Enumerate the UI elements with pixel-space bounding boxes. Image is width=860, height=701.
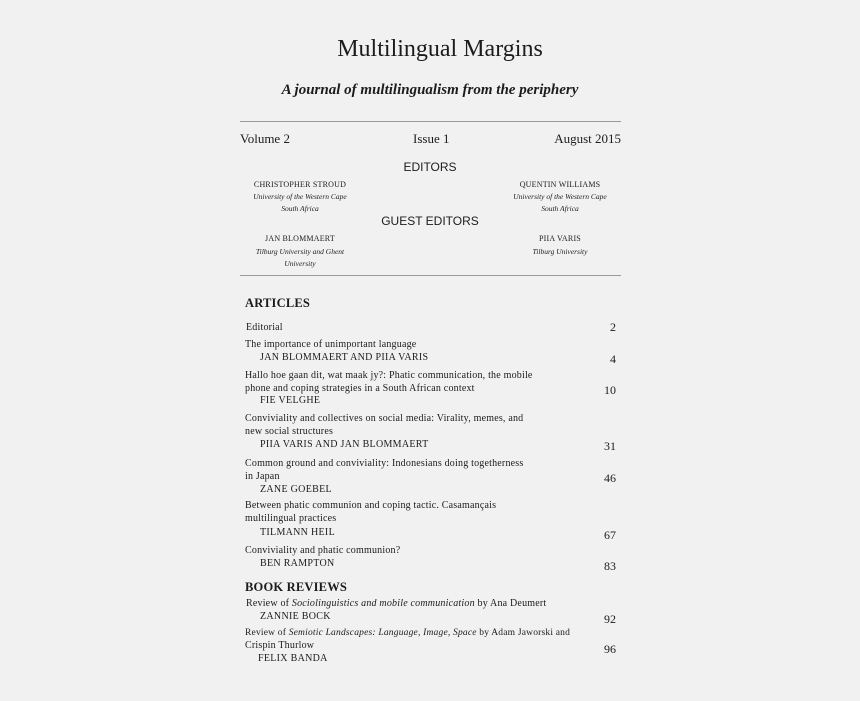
article-author: JAN BLOMMAERT AND PIIA VARIS: [260, 352, 429, 363]
article-author: BEN RAMPTON: [260, 558, 335, 569]
article-author: FIE VELGHE: [260, 395, 321, 406]
header-divider: [240, 121, 621, 122]
page-number: 2: [610, 320, 616, 334]
article-author: PIIA VARIS AND JAN BLOMMAERT: [260, 439, 429, 450]
editor-name: QUENTIN WILLIAMS: [519, 180, 601, 189]
article-title[interactable]: Conviviality and collectives on social media: Virality, memes, and: [245, 413, 524, 424]
editor-affiliation: University of the Western Cape South Africa: [253, 192, 347, 213]
volume-label: Volume 2: [240, 131, 290, 146]
article-title[interactable]: Conviviality and phatic communion?: [245, 545, 401, 556]
article-title[interactable]: in Japan: [245, 471, 280, 482]
page-number: 67: [604, 528, 616, 542]
page-number: 96: [604, 642, 616, 656]
article-author: ZANE GOEBEL: [260, 484, 332, 495]
article-author: TILMANN HEIL: [260, 527, 335, 538]
journal-subtitle: A journal of multilingualism from the periphery: [281, 82, 579, 98]
article-title[interactable]: Between phatic communion and coping tactic. Casamançais: [245, 500, 497, 511]
guest-editors-heading: GUEST EDITORS: [381, 214, 479, 228]
article-title[interactable]: Hallo hoe gaan dit, wat maak jy?: Phatic communication, the mobile: [245, 370, 533, 381]
page-number: 83: [604, 559, 616, 573]
page-number: 10: [604, 383, 616, 397]
editor-affiliation: University of the Western Cape South Africa: [513, 192, 607, 213]
guest-editor-affiliation: Tilburg University: [532, 247, 588, 256]
page-number: 31: [604, 439, 616, 453]
article-title[interactable]: multilingual practices: [245, 513, 337, 524]
editors-heading: EDITORS: [403, 160, 457, 174]
page-number: 92: [604, 612, 616, 626]
page-number: 46: [604, 471, 616, 485]
article-title[interactable]: The importance of unimportant language: [245, 339, 417, 350]
book-reviews-heading: BOOK REVIEWS: [245, 580, 348, 594]
articles-heading: ARTICLES: [245, 296, 311, 310]
review-title[interactable]: Review of Semiotic Landscapes: Language, Image, Space by Adam Jaworski and: [245, 628, 571, 638]
article-title[interactable]: phone and coping strategies in a South African context: [245, 383, 475, 394]
editors-divider: [240, 275, 621, 276]
article-title[interactable]: Editorial: [246, 322, 283, 333]
article-title[interactable]: new social structures: [245, 426, 334, 437]
issue-label: Issue 1: [413, 131, 450, 146]
review-title[interactable]: Crispin Thurlow: [245, 640, 315, 651]
review-author: FELIX BANDA: [258, 653, 328, 664]
issue-date: August 2015: [554, 131, 621, 146]
guest-editor-affiliation: Tilburg University and Ghent University: [255, 247, 345, 268]
review-author: ZANNIE BOCK: [260, 611, 331, 622]
editor-name: CHRISTOPHER STROUD: [253, 180, 347, 189]
review-title[interactable]: Review of Sociolinguistics and mobile communication by Ana Deumert: [246, 598, 547, 609]
guest-editor-name: PIIA VARIS: [539, 234, 581, 243]
article-title[interactable]: Common ground and conviviality: Indonesians doing togetherness: [245, 458, 524, 469]
page-number: 4: [610, 352, 616, 366]
guest-editor-name: JAN BLOMMAERT: [265, 234, 335, 243]
journal-title: Multilingual Margins: [337, 36, 543, 62]
